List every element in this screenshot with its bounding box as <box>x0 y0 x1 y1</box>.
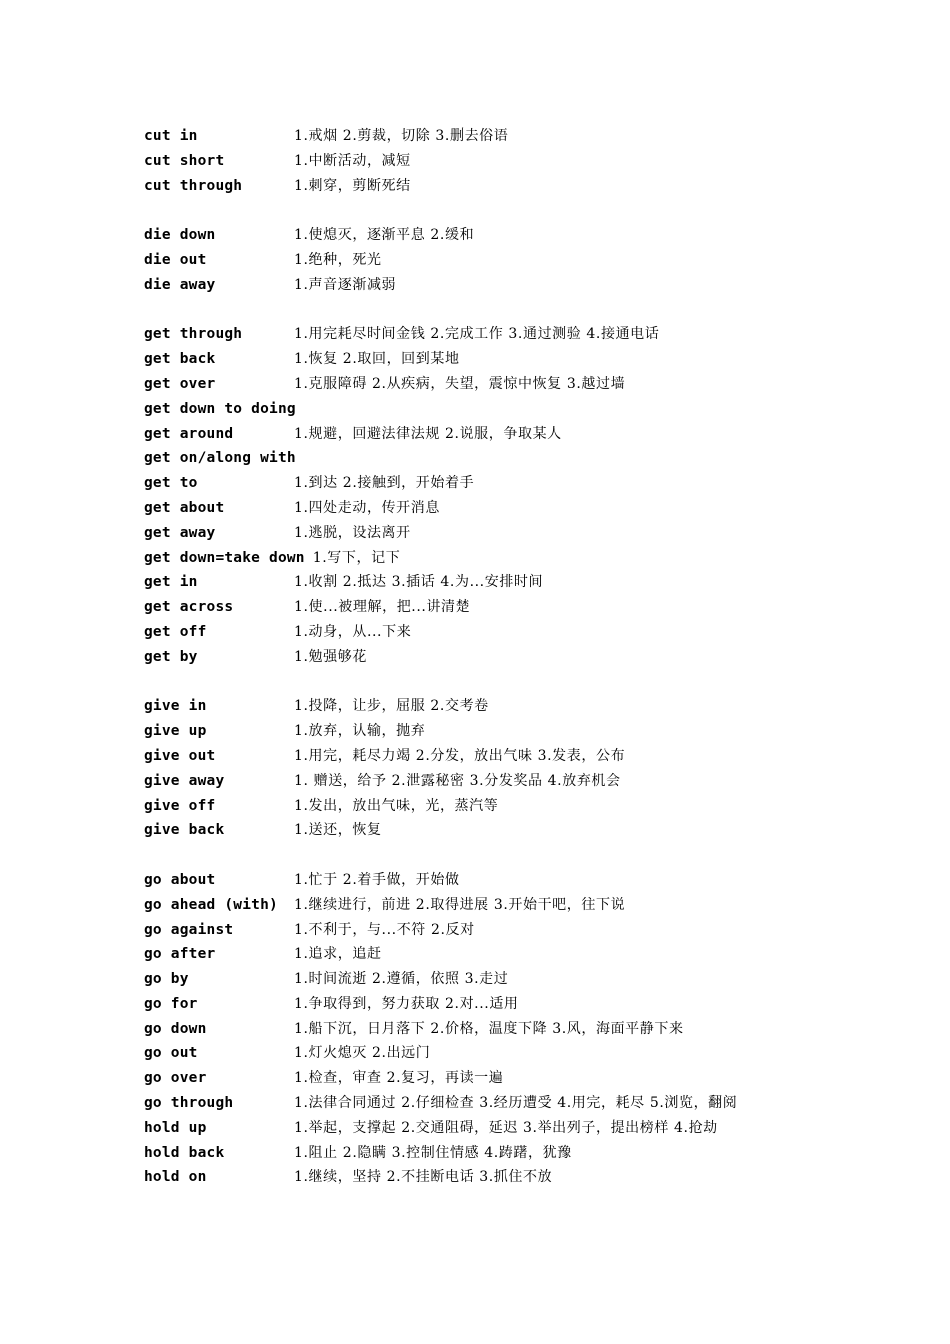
phrase-entry <box>144 992 844 1017</box>
phrase-meaning: 1.争取得到，努力获取 2.对...适用 <box>294 995 519 1012</box>
phrase-term: get about <box>144 499 225 516</box>
phrase-meaning: 1.继续进行，前进 2.取得进展 3.开始干吧，往下说 <box>294 896 626 913</box>
phrase-term: go ahead (with) <box>144 896 278 913</box>
phrase-meaning: 1. 赠送，给予 2.泄露秘密 3.分发奖品 4.放弃机会 <box>294 772 621 789</box>
phrase-term: get down to doing <box>144 400 296 417</box>
phrase-term: get off <box>144 623 207 640</box>
phrase-term: give in <box>144 698 207 715</box>
phrase-term: give out <box>144 747 216 764</box>
phrase-entry <box>144 893 844 918</box>
phrase-meaning: 1.用完，耗尽力竭 2.分发，放出气味 3.发表，公布 <box>294 747 626 764</box>
phrase-entry <box>144 769 844 794</box>
phrase-group <box>144 322 844 669</box>
phrase-meaning: 1.时间流逝 2.遵循，依照 3.走过 <box>294 971 509 988</box>
phrase-term: go for <box>144 995 198 1012</box>
phrase-meaning: 1.写下，记下 <box>312 549 401 566</box>
phrase-meaning: 1.忙于 2.着手做，开始做 <box>294 871 460 888</box>
phrase-entry <box>144 719 844 744</box>
phrase-meaning: 1.刺穿，剪断死结 <box>294 177 411 194</box>
phrase-term: go down <box>144 1020 207 1037</box>
phrase-term: get back <box>144 351 216 368</box>
phrase-term: give back <box>144 822 225 839</box>
phrase-entry <box>144 174 844 199</box>
phrase-meaning: 1.四处走动，传开消息 <box>294 499 440 516</box>
phrase-meaning: 1.用完耗尽时间金钱 2.完成工作 3.通过测验 4.接通电话 <box>294 326 660 343</box>
phrase-entry <box>144 124 844 149</box>
phrase-term: die away <box>144 276 216 293</box>
phrase-meaning: 1.恢复 2.取回，回到某地 <box>294 351 460 368</box>
phrase-entry <box>144 794 844 819</box>
phrase-term: go through <box>144 1095 234 1112</box>
phrase-meaning: 1.使...被理解，把...讲清楚 <box>294 599 471 616</box>
phrase-entry <box>144 645 844 670</box>
phrase-entry <box>144 397 844 422</box>
phrase-entry <box>144 149 844 174</box>
phrase-term: get down=take down <box>144 549 305 566</box>
phrase-term: get in <box>144 574 198 591</box>
phrase-term: cut through <box>144 177 243 194</box>
phrase-group <box>144 124 844 198</box>
phrase-meaning: 1.不利于，与...不符 2.反对 <box>294 921 475 938</box>
phrase-entry <box>144 273 844 298</box>
phrase-entry <box>144 942 844 967</box>
phrase-group <box>144 868 844 1190</box>
phrase-entry <box>144 1165 844 1190</box>
phrase-meaning: 1.阻止 2.隐瞒 3.控制住情感 4.踌躇，犹豫 <box>294 1144 572 1161</box>
phrase-entry <box>144 521 844 546</box>
phrase-term: die down <box>144 227 216 244</box>
phrase-group <box>144 694 844 843</box>
phrase-term: go out <box>144 1045 198 1062</box>
phrase-term: get by <box>144 648 198 665</box>
phrase-meaning: 1.到达 2.接触到，开始着手 <box>294 475 475 492</box>
phrase-term: get across <box>144 599 234 616</box>
phrase-meaning: 1.船下沉，日月落下 2.价格，温度下降 3.风，海面平静下来 <box>294 1020 684 1037</box>
phrase-meaning: 1.动身，从...下来 <box>294 623 412 640</box>
phrase-entry <box>144 223 844 248</box>
phrase-entry <box>144 595 844 620</box>
phrase-group <box>144 223 844 297</box>
phrase-entry <box>144 347 844 372</box>
phrase-entry <box>144 496 844 521</box>
phrase-entry <box>144 694 844 719</box>
phrase-meaning: 1.收割 2.抵达 3.插话 4.为...安排时间 <box>294 574 544 591</box>
phrasal-verb-list <box>144 124 844 1215</box>
phrase-entry <box>144 1116 844 1141</box>
phrase-meaning: 1.灯火熄灭 2.出远门 <box>294 1045 431 1062</box>
phrase-meaning: 1.规避，回避法律法规 2.说服，争取某人 <box>294 425 562 442</box>
phrase-entry <box>144 1141 844 1166</box>
phrase-entry <box>144 471 844 496</box>
phrase-entry <box>144 1091 844 1116</box>
phrase-entry <box>144 620 844 645</box>
phrase-term: go over <box>144 1070 207 1087</box>
phrase-meaning: 1.检查，审查 2.复习，再读一遍 <box>294 1070 504 1087</box>
phrase-entry <box>144 322 844 347</box>
phrase-meaning: 1.送还，恢复 <box>294 822 382 839</box>
phrase-entry <box>144 570 844 595</box>
phrase-entry <box>144 967 844 992</box>
phrase-meaning: 1.使熄灭，逐渐平息 2.缓和 <box>294 227 475 244</box>
phrase-meaning: 1.勉强够花 <box>294 648 367 665</box>
phrase-entry <box>144 744 844 769</box>
phrase-term: give off <box>144 797 216 814</box>
phrase-entry <box>144 1041 844 1066</box>
phrase-term: go after <box>144 946 216 963</box>
phrase-meaning: 1.继续，坚持 2.不挂断电话 3.抓住不放 <box>294 1169 553 1186</box>
phrase-term: give away <box>144 772 225 789</box>
phrase-entry <box>144 372 844 397</box>
phrase-entry <box>144 868 844 893</box>
phrase-term: go by <box>144 971 189 988</box>
phrase-meaning: 1.举起，支撑起 2.交通阻碍，延迟 3.举出列子，提出榜样 4.抢劫 <box>294 1119 718 1136</box>
phrase-term: get over <box>144 375 216 392</box>
phrase-term: cut short <box>144 152 225 169</box>
phrase-term: hold on <box>144 1169 207 1186</box>
phrase-entry <box>144 918 844 943</box>
phrase-entry <box>144 818 844 843</box>
phrase-meaning: 1.投降，让步，屈服 2.交考卷 <box>294 698 489 715</box>
phrase-meaning: 1.发出，放出气味，光，蒸汽等 <box>294 797 499 814</box>
phrase-entry <box>144 546 844 571</box>
phrase-term: go against <box>144 921 234 938</box>
phrase-meaning: 1.追求，追赶 <box>294 946 382 963</box>
phrase-term: give up <box>144 723 207 740</box>
phrase-meaning: 1.绝种，死光 <box>294 251 382 268</box>
phrase-entry <box>144 1017 844 1042</box>
phrase-term: get away <box>144 524 216 541</box>
phrase-entry <box>144 1066 844 1091</box>
phrase-meaning: 1.逃脱，设法离开 <box>294 524 411 541</box>
phrase-meaning: 1.克服障碍 2.从疾病，失望，震惊中恢复 3.越过墙 <box>294 375 626 392</box>
phrase-meaning: 1.法律合同通过 2.仔细检查 3.经历遭受 4.用完，耗尽 5.浏览，翻阅 <box>294 1095 738 1112</box>
phrase-term: get on/along with <box>144 450 296 467</box>
phrase-term: hold back <box>144 1144 225 1161</box>
phrase-entry <box>144 422 844 447</box>
phrase-meaning: 1.戒烟 2.剪裁，切除 3.删去俗语 <box>294 128 509 144</box>
phrase-term: die out <box>144 251 207 268</box>
phrase-term: cut in <box>144 128 198 144</box>
phrase-entry <box>144 446 844 471</box>
phrase-term: hold up <box>144 1119 207 1136</box>
phrase-meaning: 1.中断活动，减短 <box>294 152 411 169</box>
phrase-term: get through <box>144 326 243 343</box>
phrase-meaning: 1.声音逐渐减弱 <box>294 276 397 293</box>
phrase-meaning: 1.放弃，认输，抛弃 <box>294 723 426 740</box>
phrase-term: go about <box>144 871 216 888</box>
phrase-term: get around <box>144 425 234 442</box>
phrase-term: get to <box>144 475 198 492</box>
phrase-entry <box>144 248 844 273</box>
